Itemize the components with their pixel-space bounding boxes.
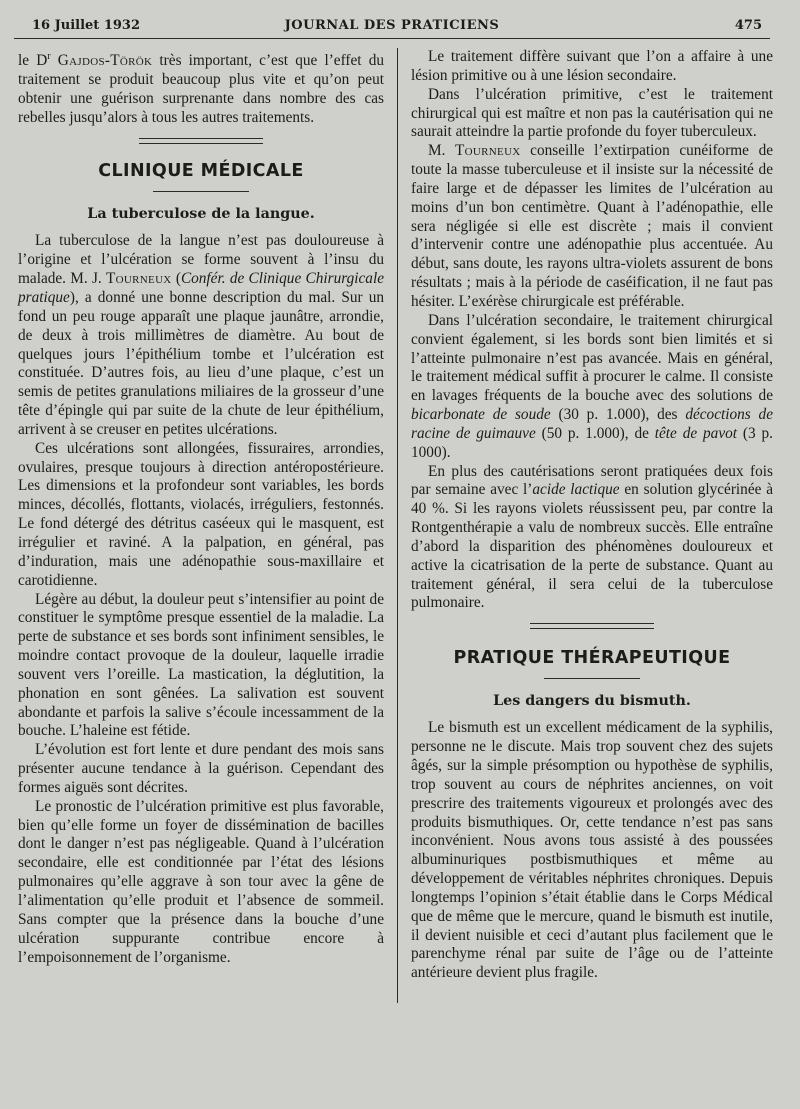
section-title-clinique: CLINIQUE MÉDICALE (98, 161, 304, 182)
section-title-pratique: PRATIQUE THÉRAPEUTIQUE (453, 648, 731, 669)
right-column (411, 48, 773, 983)
issue-date: 16 Juillet 1932 (32, 18, 141, 33)
article-paragraph: En plus des cautérisations seront pratiquées deux fois par semaine avec l’acide lactique en solution glycérinée à 40 %. Si les rayons violets réussissent peu, par contre la Rontgenthérapie a valu de nombreux succès. Elle entraîne d’abord la disparition des phénomènes douloureux et active la cicatrisation de la perte de substance. Quant au traitement général, il sera celui de la tuberculose pulmonaire. (411, 462, 773, 612)
article-paragraph: Le pronostic de l’ulcération primitive est plus favorable, bien qu’elle forme un foyer de dissémination de bacilles dont le danger n’est pas négligeable. Quand à l’ulcération secondaire, elle est conditionnée par l’état des lésions pulmonaires qu’elle aggrave à son tour avec la gêne de l’alimentation qu’elle produit et l’absence de sommeil. Sans compter que la présence dans la bouche d’une ulcération suppurante contribue encore à l’empoisonnement de l’organisme. (18, 797, 384, 966)
article-paragraph: Ces ulcérations sont allongées, fissuraires, arrondies, ovulaires, presque toujours à direction antéropostérieure. Les dimensions et la profondeur sont variables, les bords minces, décollés, flottants, violacés, irréguliers, festonnés. Le fond détergé des détritus caséeux qui le masquent, est irrégulier et raviné. A la palpation, en général, pas d’induration, mais une adénopathie sous-maxillaire et carotidienne. (18, 439, 384, 589)
article-title-bismuth: Les dangers du bismuth. (493, 693, 691, 710)
article-paragraph: L’évolution est fort lente et dure pendant des mois sans présenter aucune tendance à la guérison. Cependant des formes aiguës sont décrites. (18, 741, 384, 796)
page-number: 475 (734, 18, 762, 33)
author-name: Gajdos-Török (57, 52, 153, 70)
running-head (14, 14, 770, 36)
column-divider (397, 48, 398, 1003)
intro-paragraph: le $D^r$ Gajdos-Török très important, c’est que l’effet du traitement se produit beaucoup plus vite et qu’on peut obtenir une guérison surprenante dans nombre des cas rebelles jusqu’alors à tous les autres traitements. (18, 51, 384, 126)
header-rule (14, 38, 770, 39)
article-paragraph: La tuberculose de la langue n’est pas douloureuse à l’origine et l’ulcération se forme souvent à l’insu du malade. M. J. Tourneux (Confér. de Clinique Chirurgicale pratique), a donné une bonne description du mal. Sur un fond un peu rouge apparaît une plaque jaunâtre, arrondie, de deux à trois millimètres de diamètre. Au bout de quelques jours l’épithélium tombe et l’ulcération est constituée. D’autres fois, au lieu d’une plaque, c’est un semis de petites granulations miliaires de la grosseur d’une tête d’épingle qui par suite de la chute de leur épithélium, arrivent à se creuser en petites ulcérations. (18, 232, 384, 438)
article-title-tuberculose: La tuberculose de la langue. (87, 206, 315, 223)
journal-title: JOURNAL DES PRATICIENS (284, 18, 500, 33)
article-paragraph: Le bismuth est un excellent médicament de la syphilis, personne ne le discute. Mais trop souvent chez des sujets âgés, sur la simple présomption ou hypothèse de syphilis, trop souvent au cours de néphrites anciennes, on voit prescrire des traitements vigoureux et prolongés avec des produits bismuthiques. Or, cette tendance n’est pas sans inconvénient. Nous avons tous assisté à des poussées albuminuriques postbismuthiques et même au développement de véritables néphrites chroniques. Depuis longtemps l’opinion s’était établie dans le Corps Médical que de même que le mercure, quand le bismuth est inutile, il devient nuisible et ceci d’autant plus facilement que le parenchyme rénal par suite de l’âge ou de l’atteinte antérieure devient plus fragile. (411, 719, 773, 982)
article-paragraph: Le traitement diffère suivant que l’on a affaire à une lésion primitive ou à une lésion secondaire. (411, 48, 773, 84)
article-paragraph: Légère au début, la douleur peut s’intensifier au point de constituer le symptôme presque essentiel de la maladie. La perte de substance et ses bords sont infiniment sensibles, le moindre contact provoque de la douleur, laquelle irradie souvent vers l’oreille. La mastication, la déglutition, la phonation en sont gênées. La salivation est souvent abondante et parfois la salive s’écoule incessamment de la bouche. L’haleine est fétide. (18, 590, 384, 740)
article-paragraph: Dans l’ulcération secondaire, le traitement chirurgical convient également, si les bords sont bien limités et si l’atteinte pulmonaire n’est pas avancée. Mais en général, le traitement médical suffit à procurer le calme. Il consiste en lavages fréquents de la bouche avec des solutions de bicarbonate de soude (30 p. 1.000), des décoctions de racine de guimauve (50 p. 1.000), de tête de pavot (3 p. 1000). (411, 311, 773, 461)
article-paragraph: Dans l’ulcération primitive, c’est le traitement chirurgical qui est maître et non pas la cautérisation qui ne saurait atteindre la partie profonde du foyer tuberculeux. (411, 85, 773, 141)
article-paragraph: M. Tourneux conseille l’extirpation cunéiforme de toute la masse tuberculeuse et il insiste sur la nécessité de faire large et de dépasser les limites de l’ulcération au moins d’un bon centimètre. Quant à l’adénopathie, elle sera négligée si elle est discrète ; mais il convient d’intervenir contre une adénopathie plus accentuée. Au début, sans doute, les rayons ultra-violets assurent de bons résultats ; mais à la période de caséification, il ne faut pas hésiter. L’exérèse chirurgicale est préférable. (411, 142, 774, 310)
left-column (18, 48, 384, 967)
